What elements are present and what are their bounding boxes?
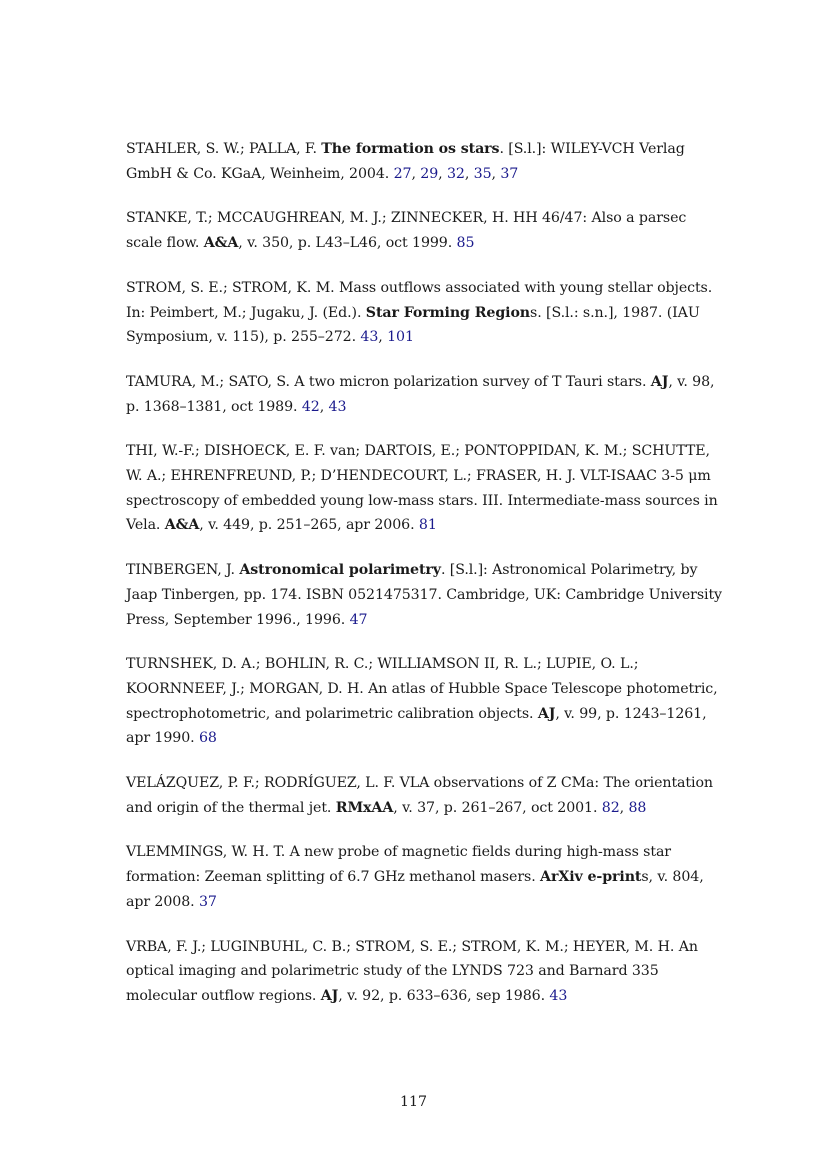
reference-text: , v. 449, p. 251–265, apr 2006. bbox=[199, 517, 419, 534]
reference-source-title: RMxAA bbox=[335, 799, 394, 816]
back-reference-page-link[interactable]: 29 bbox=[420, 165, 439, 182]
reference-source-title: AJ bbox=[320, 987, 339, 1004]
reference-text: VRBA, F. J.; LUGINBUHL, C. B.; STROM, S. E.; STROM, K. M.; HEYER, M. H. An optical imaging and polarimetric study of the LYNDS 723 and Barnard 335 molecular outflow regions. bbox=[126, 938, 698, 1004]
reference-text: s, v. 804, apr 2008. bbox=[126, 869, 704, 910]
back-reference-page-link[interactable]: 85 bbox=[456, 235, 475, 252]
back-reference-page-link[interactable]: 43 bbox=[360, 329, 379, 346]
back-reference-page-link[interactable]: 37 bbox=[198, 893, 217, 910]
back-reference-page-link[interactable]: 43 bbox=[549, 987, 568, 1004]
reference-text: , v. 92, p. 633–636, sep 1986. bbox=[338, 987, 550, 1004]
back-reference-page-link[interactable]: 82 bbox=[601, 799, 620, 816]
reference-text: VELÁZQUEZ, P. F.; RODRÍGUEZ, L. F. VLA observations of Z CMa: The orientation and origin of the thermal jet. bbox=[126, 775, 713, 816]
reference-entry bbox=[126, 652, 726, 751]
back-reference-page-link[interactable]: 32 bbox=[446, 165, 465, 182]
back-reference-page-link[interactable]: 88 bbox=[628, 799, 647, 816]
back-reference-page-link[interactable]: 68 bbox=[198, 730, 217, 747]
reference-text: . [S.l.]: Astronomical Polarimetry, by Jaap Tinbergen, pp. 174. ISBN 0521475317. Cambridge, UK: Cambridge University Press, September 1996., 1996. bbox=[126, 562, 722, 628]
back-reference-page-link[interactable]: 27 bbox=[393, 165, 412, 182]
reference-text: VLEMMINGS, W. H. T. A new probe of magnetic fields during high-mass star formation: Zeeman splitting of 6.7 GHz methanol masers. bbox=[126, 844, 671, 886]
reference-list bbox=[126, 137, 726, 1029]
reference-text: TURNSHEK, D. A.; BOHLIN, R. C.; WILLIAMSON II, R. L.; LUPIE, O. L.; KOORNNEEF, J.; MORGAN, D. H. An atlas of Hubble Space Telescope photometric, spectrophotometric, and polarimetric calibration objects. bbox=[126, 656, 718, 722]
page-number: 117 bbox=[399, 1094, 428, 1110]
reference-text: TAMURA, M.; SATO, S. A two micron polarization survey of T Tauri stars. bbox=[126, 373, 651, 390]
reference-source-title: A&A bbox=[203, 235, 239, 252]
back-reference-page-link[interactable]: 47 bbox=[349, 611, 368, 628]
reference-text: STANKE, T.; MCCAUGHREAN, M. J.; ZINNECKER, H. HH 46/47: Also a parsec scale flow. bbox=[126, 210, 687, 252]
reference-text: TINBERGEN, J. bbox=[126, 562, 240, 579]
reference-text: s. [S.l.: s.n.], 1987. (IAU Symposium, v. 115), p. 255–272. bbox=[126, 304, 700, 346]
reference-source-title: ArXiv e-print bbox=[540, 869, 642, 886]
reference-entry: VELÁZQUEZ, P. F.; RODRÍGUEZ, L. F. VLA observations of Z CMa: The orientation and origin of the thermal jet. RMxAA, v. 37, p. 261–267, oct 2001. 82, 88 bbox=[126, 775, 713, 816]
reference-source-title: AJ bbox=[537, 705, 556, 722]
reference-entry bbox=[126, 206, 726, 255]
reference-text: STROM, S. E.; STROM, K. M. Mass outflows associated with young stellar objects. In: Peimbert, M.; Jugaku, J. (Ed.). bbox=[126, 279, 713, 321]
reference-source-title: Astronomical polarimetry bbox=[239, 562, 441, 579]
reference-text: . [S.l.]: WILEY-VCH Verlag GmbH & Co. KGaA, Weinheim, 2004. bbox=[126, 141, 685, 182]
back-reference-page-link[interactable]: 35 bbox=[473, 165, 492, 182]
reference-entry: STAHLER, S. W.; PALLA, F. The formation os stars. [S.l.]: WILEY-VCH Verlag GmbH & Co. KGaA, Weinheim, 2004. 27, 29, 32, 35, 37 bbox=[126, 141, 685, 182]
reference-text: , v. 350, p. L43–L46, oct 1999. bbox=[238, 235, 457, 252]
back-reference-page-link[interactable]: 37 bbox=[500, 165, 519, 182]
back-reference-page-link[interactable]: 42 bbox=[301, 398, 320, 415]
back-reference-page-link[interactable]: 101 bbox=[387, 329, 414, 346]
reference-entry bbox=[126, 935, 726, 1009]
reference-source-title: The formation os stars bbox=[321, 141, 500, 157]
back-reference-page-link[interactable]: 43 bbox=[328, 398, 347, 415]
reference-text: THI, W.-F.; DISHOECK, E. F. van; DARTOIS, E.; PONTOPPIDAN, K. M.; SCHUTTE, W. A.; EHRENFREUND, P.; D’HENDECOURT, L.; FRASER, H. J. VLT-ISAAC 3-5 μm spectroscopy of embedded young low-mass stars. III. Intermediate-mass sources in Vela. bbox=[126, 443, 718, 534]
reference-source-title: Star Forming Region bbox=[365, 304, 531, 321]
reference-entry: TAMURA, M.; SATO, S. A two micron polarization survey of T Tauri stars. AJ, v. 98, p. 1368–1381, oct 1989. 42, 43 bbox=[126, 373, 715, 415]
reference-entry bbox=[126, 840, 726, 914]
reference-entry: STROM, S. E.; STROM, K. M. Mass outflows associated with young stellar objects. In: Peimbert, M.; Jugaku, J. (Ed.). Star Forming Regions. [S.l.: s.n.], 1987. (IAU Symposium, v. 115), p. 255–272. 43, 101 bbox=[126, 279, 713, 346]
reference-source-title: AJ bbox=[650, 373, 669, 390]
back-reference-page-link[interactable]: 81 bbox=[418, 517, 437, 534]
reference-source-title: A&A bbox=[164, 517, 200, 534]
reference-text: , v. 37, p. 261–267, oct 2001. bbox=[393, 799, 602, 816]
reference-text: , v. 98, p. 1368–1381, oct 1989. bbox=[126, 373, 715, 415]
reference-text: , v. 99, p. 1243–1261, apr 1990. bbox=[126, 705, 707, 747]
reference-entry bbox=[126, 439, 726, 538]
reference-entry bbox=[126, 558, 726, 632]
reference-text: STAHLER, S. W.; PALLA, F. bbox=[126, 141, 322, 157]
